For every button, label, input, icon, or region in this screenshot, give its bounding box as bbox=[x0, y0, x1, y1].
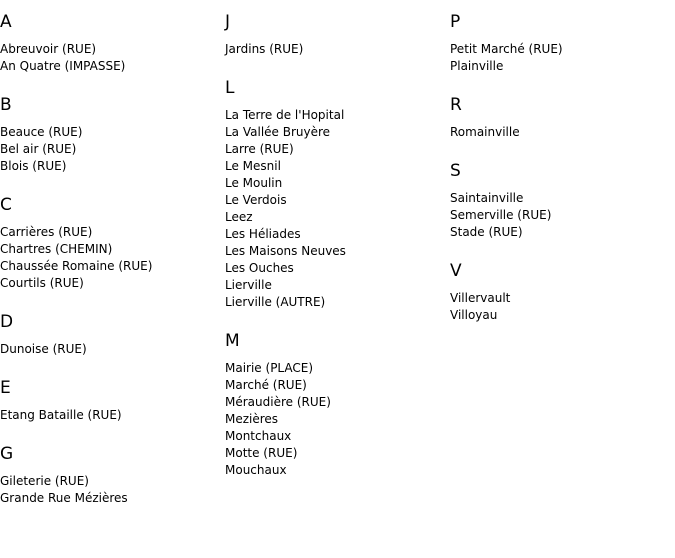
street-link-la-terre-de-l-hopital[interactable]: La Terre de l'Hopital bbox=[225, 108, 345, 122]
letter-group-r bbox=[450, 94, 670, 141]
street-list bbox=[0, 224, 220, 292]
letter-heading: P bbox=[450, 12, 461, 32]
street-link-villervault[interactable]: Villervault bbox=[450, 291, 511, 305]
street-link-semerville-rue[interactable]: Semerville (RUE) bbox=[450, 208, 552, 222]
letter-group-e bbox=[0, 377, 220, 424]
street-link-motte-rue[interactable]: Motte (RUE) bbox=[225, 446, 298, 460]
street-link-blois-rue[interactable]: Blois (RUE) bbox=[0, 159, 67, 173]
street-link-an-quatre-impasse[interactable]: An Quatre (IMPASSE) bbox=[0, 59, 126, 73]
index-column bbox=[450, 11, 670, 343]
street-link-jardins-rue[interactable]: Jardins (RUE) bbox=[225, 42, 304, 56]
street-list bbox=[450, 41, 670, 75]
street-list bbox=[225, 41, 445, 58]
letter-group-m bbox=[225, 330, 445, 479]
letter-group-v bbox=[450, 260, 670, 324]
street-link-courtils-rue[interactable]: Courtils (RUE) bbox=[0, 276, 84, 290]
letter-heading: L bbox=[225, 78, 235, 98]
street-link-mouchaux[interactable]: Mouchaux bbox=[225, 463, 287, 477]
street-link-chaussee-romaine-rue[interactable]: Chaussée Romaine (RUE) bbox=[0, 259, 153, 273]
letter-group-p bbox=[450, 11, 670, 75]
street-link-beauce-rue[interactable]: Beauce (RUE) bbox=[0, 125, 83, 139]
street-list bbox=[0, 124, 220, 175]
letter-heading: R bbox=[450, 95, 462, 115]
street-link-bel-air-rue[interactable]: Bel air (RUE) bbox=[0, 142, 77, 156]
street-list bbox=[0, 41, 220, 75]
street-link-chartres-chemin[interactable]: Chartres (CHEMIN) bbox=[0, 242, 113, 256]
letter-group-a bbox=[0, 11, 220, 75]
street-list bbox=[225, 107, 445, 311]
street-list bbox=[0, 341, 220, 358]
index-column bbox=[225, 11, 445, 498]
street-link-leez[interactable]: Leez bbox=[225, 210, 253, 224]
letter-group-s bbox=[450, 160, 670, 241]
letter-group-d bbox=[0, 311, 220, 358]
street-link-etang-bataille-rue[interactable]: Etang Bataille (RUE) bbox=[0, 408, 122, 422]
street-list bbox=[0, 473, 220, 507]
street-link-plainville[interactable]: Plainville bbox=[450, 59, 504, 73]
street-link-lierville-autre[interactable]: Lierville (AUTRE) bbox=[225, 295, 326, 309]
letter-group-b bbox=[0, 94, 220, 175]
street-link-le-mesnil[interactable]: Le Mesnil bbox=[225, 159, 281, 173]
street-link-la-vallee-bruyere[interactable]: La Vallée Bruyère bbox=[225, 125, 331, 139]
street-list bbox=[225, 360, 445, 479]
street-link-mairie-place[interactable]: Mairie (PLACE) bbox=[225, 361, 314, 375]
street-link-les-heliades[interactable]: Les Héliades bbox=[225, 227, 301, 241]
street-link-grande-rue-mezieres[interactable]: Grande Rue Mézières bbox=[0, 491, 128, 505]
street-list bbox=[450, 290, 670, 324]
street-link-saintainville[interactable]: Saintainville bbox=[450, 191, 524, 205]
letter-heading: V bbox=[450, 261, 462, 281]
street-link-larre-rue[interactable]: Larre (RUE) bbox=[225, 142, 294, 156]
street-link-dunoise-rue[interactable]: Dunoise (RUE) bbox=[0, 342, 87, 356]
letter-heading: A bbox=[0, 12, 12, 32]
letter-heading: C bbox=[0, 195, 12, 215]
letter-heading: S bbox=[450, 161, 461, 181]
letter-heading: J bbox=[225, 12, 231, 32]
street-list bbox=[450, 124, 670, 141]
street-link-gileterie-rue[interactable]: Gileterie (RUE) bbox=[0, 474, 89, 488]
street-link-les-maisons-neuves[interactable]: Les Maisons Neuves bbox=[225, 244, 346, 258]
street-link-petit-marche-rue[interactable]: Petit Marché (RUE) bbox=[450, 42, 563, 56]
letter-heading: B bbox=[0, 95, 12, 115]
letter-heading: M bbox=[225, 331, 240, 351]
street-link-les-ouches[interactable]: Les Ouches bbox=[225, 261, 294, 275]
street-list bbox=[450, 190, 670, 241]
street-link-le-verdois[interactable]: Le Verdois bbox=[225, 193, 287, 207]
letter-group-c bbox=[0, 194, 220, 292]
index-column bbox=[0, 11, 220, 526]
street-link-romainville[interactable]: Romainville bbox=[450, 125, 520, 139]
street-link-le-moulin[interactable]: Le Moulin bbox=[225, 176, 283, 190]
street-link-montchaux[interactable]: Montchaux bbox=[225, 429, 292, 443]
street-link-villoyau[interactable]: Villoyau bbox=[450, 308, 498, 322]
street-link-mezieres[interactable]: Mezières bbox=[225, 412, 279, 426]
letter-heading: G bbox=[0, 444, 14, 464]
street-list bbox=[0, 407, 220, 424]
letter-group-l bbox=[225, 77, 445, 311]
street-link-marche-rue[interactable]: Marché (RUE) bbox=[225, 378, 307, 392]
street-link-stade-rue[interactable]: Stade (RUE) bbox=[450, 225, 523, 239]
letter-heading: D bbox=[0, 312, 14, 332]
street-link-lierville[interactable]: Lierville bbox=[225, 278, 272, 292]
street-link-meraudiere-rue[interactable]: Méraudière (RUE) bbox=[225, 395, 331, 409]
letter-group-j bbox=[225, 11, 445, 58]
street-link-abreuvoir-rue[interactable]: Abreuvoir (RUE) bbox=[0, 42, 97, 56]
letter-group-g bbox=[0, 443, 220, 507]
street-link-carrieres-rue[interactable]: Carrières (RUE) bbox=[0, 225, 93, 239]
letter-heading: E bbox=[0, 378, 11, 398]
